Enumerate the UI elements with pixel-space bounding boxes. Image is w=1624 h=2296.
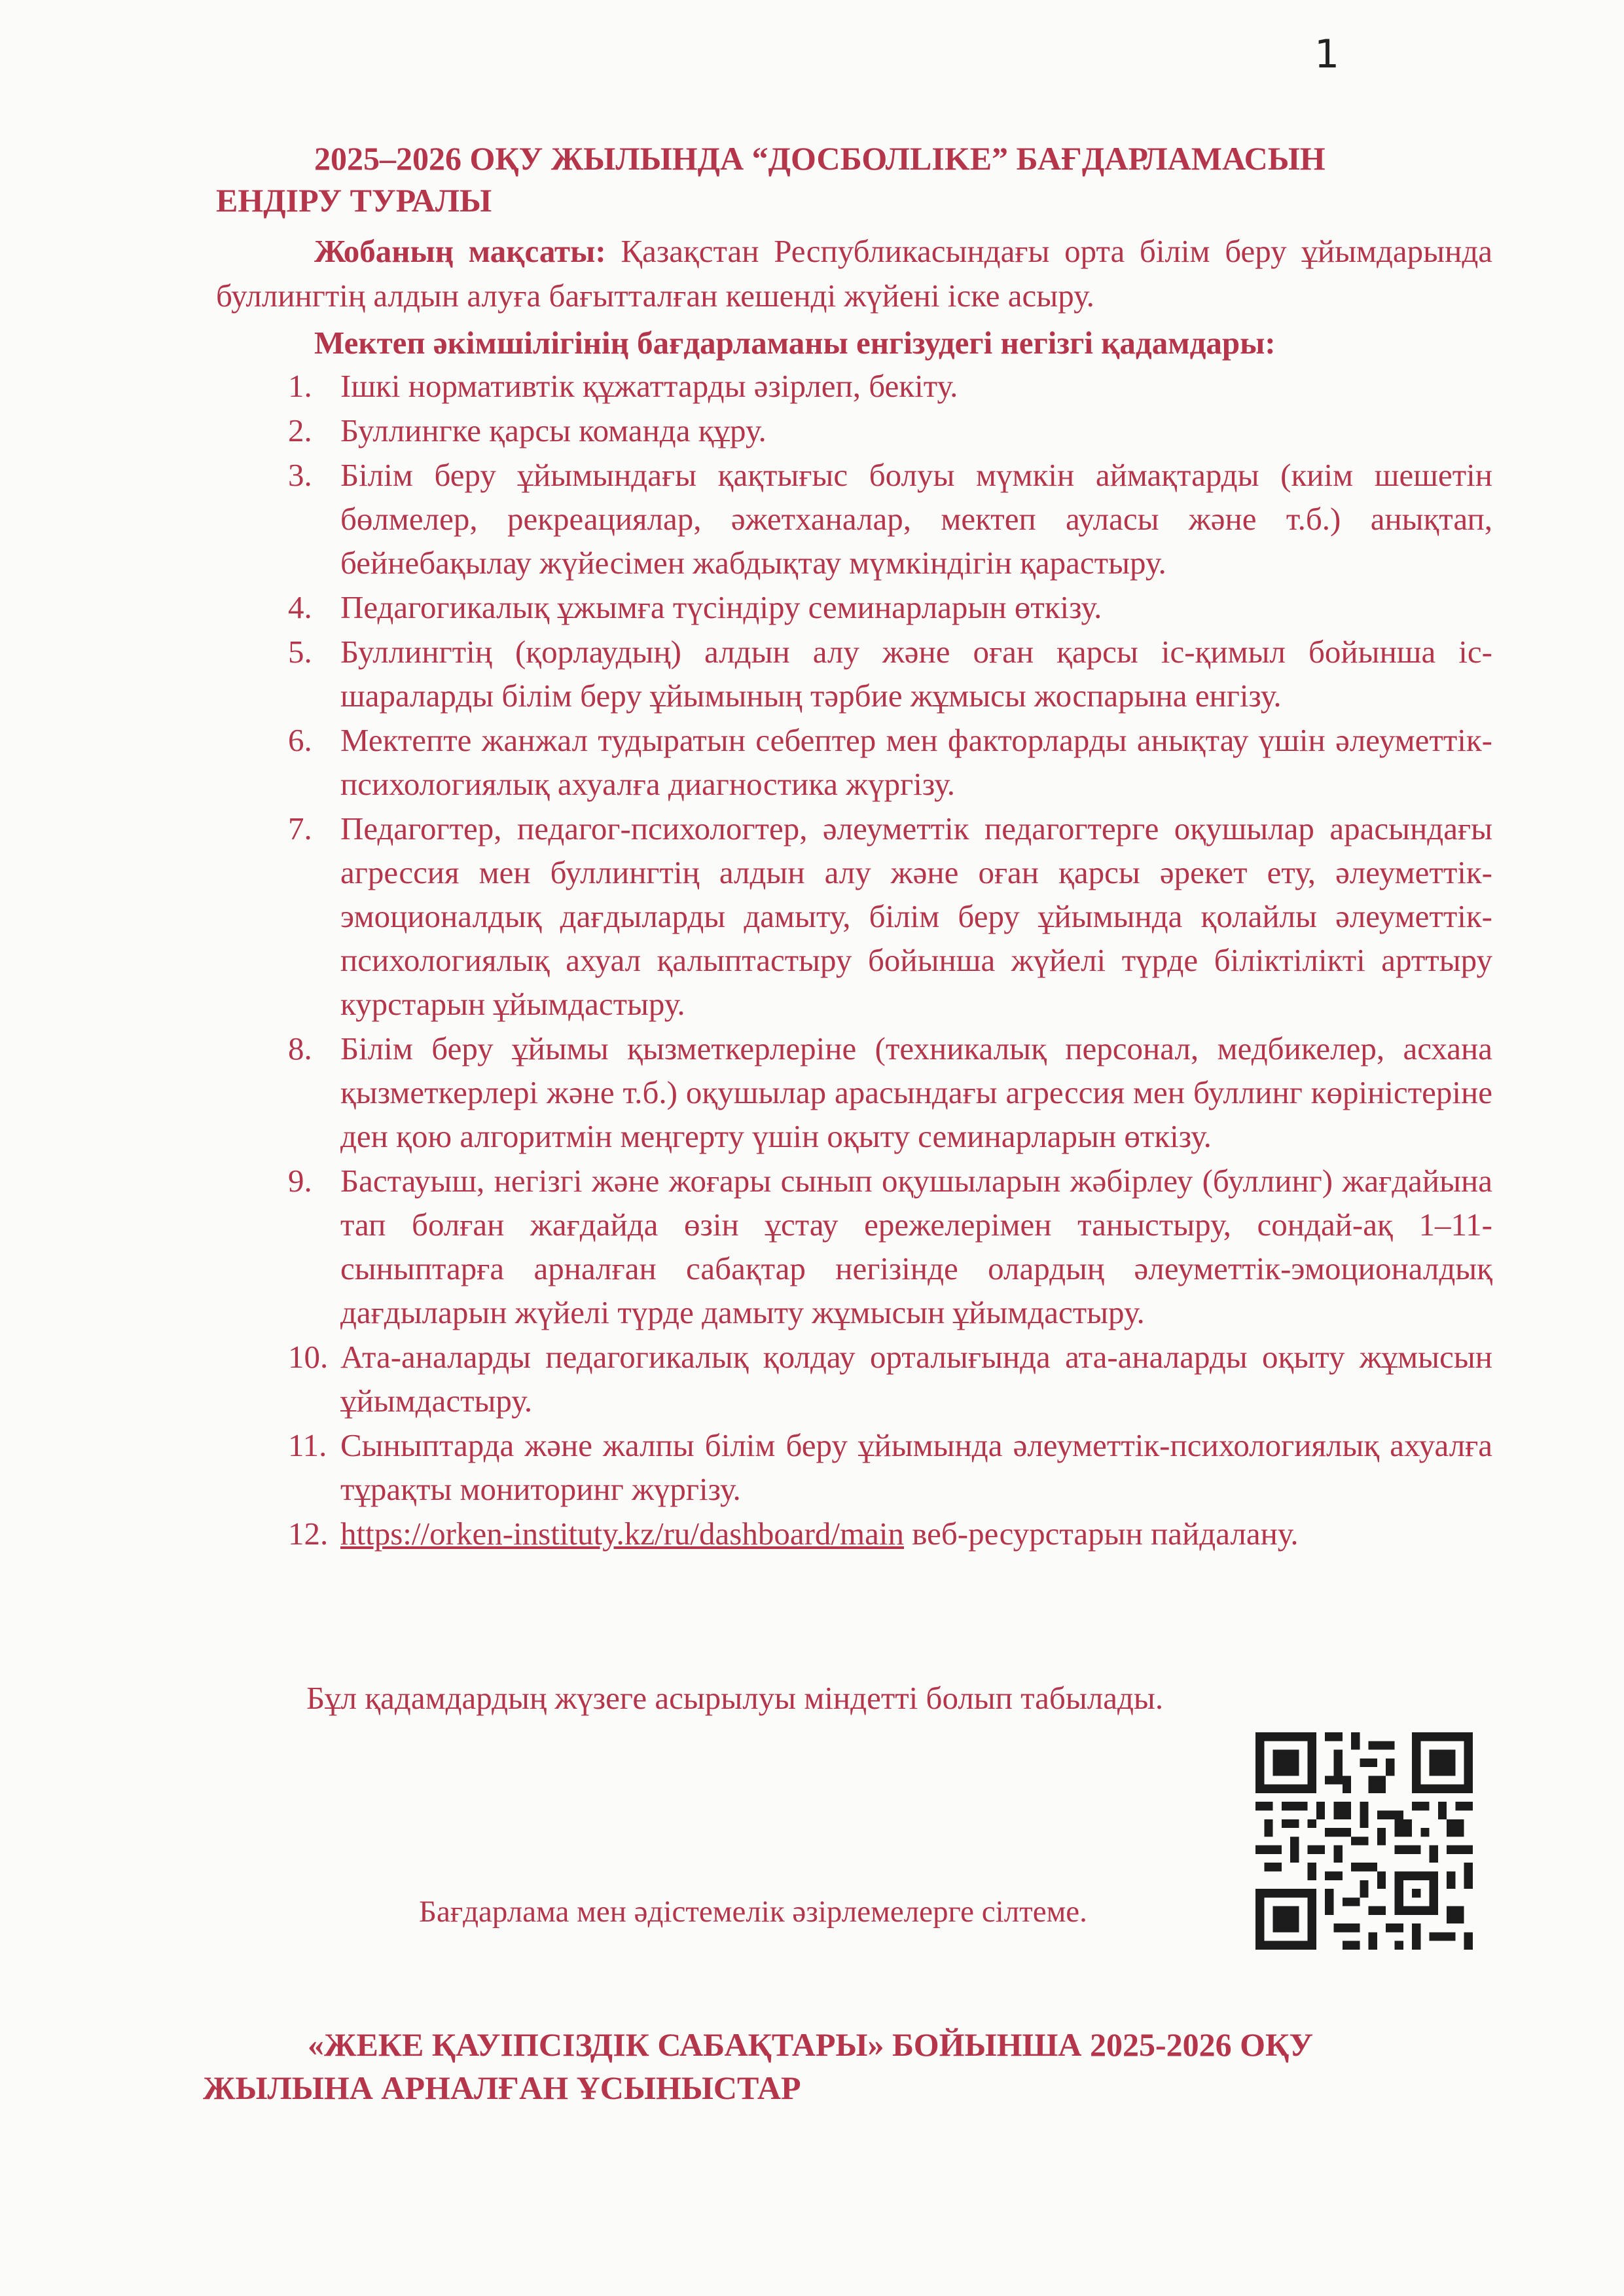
list-item: 4. Педагогикалық ұжымға түсіндіру семинарларын өткізу. [288, 589, 1102, 625]
steps-list [288, 364, 1492, 1556]
handwritten-page-number: 1 [1314, 31, 1340, 77]
list-item: 11. Сыныптарда және жалпы білім беру ұйымында әлеуметтік-психологиялық ахуалға тұрақты мониторинг жүргізу. [288, 1427, 1492, 1507]
list-item: 6. Мектепте жанжал тудыратын себептер мен факторларды анықтау үшін әлеуметтік-психологиялық ахуалға диагностика жүргізу. [288, 722, 1492, 802]
document-title [216, 137, 1492, 221]
project-goal [216, 229, 1492, 318]
list-item: 10. Ата-аналарды педагогикалық қолдау орталығында ата-аналарды оқыту жұмысын ұйымдастыру. [288, 1339, 1492, 1419]
goal-label: Жобаның мақсаты: [314, 233, 606, 269]
steps-heading: Мектеп әкімшілігінің бағдарламаны енгізудегі негізгі қадамдары: [314, 325, 1276, 361]
list-item: 1. Ішкі нормативтік құжаттарды әзірлеп, бекіту. [288, 368, 958, 404]
qr-code-icon[interactable] [1255, 1732, 1473, 1950]
closing-statement: Бұл қадамдардың жүзеге асырылуы міндетті болып табылады. [306, 1680, 1164, 1716]
list-item: 9. Бастауыш, негізгі және жоғары сынып оқушыларын жәбірлеу (буллинг) жағдайына тап болған жағдайда өзін ұстау ережелерімен таныстыру, сондай-ақ 1–11-сыныптарға арналған сабақтар негізінде олардың әлеуметтік-эмоционалдық дағдыларын жүйелі түрде дамыту жұмысын ұйымдастыру. [288, 1163, 1492, 1330]
title-line-1: 2025–2026 ОҚУ ЖЫЛЫНДА “ДОСБОЛLIKE” БАҒДАРЛАМАСЫН [314, 140, 1326, 177]
title2-line-2: ЖЫЛЫНА АРНАЛҒАН ҰСЫНЫСТАР [203, 2069, 801, 2106]
title-line-2: ЕНДІРУ ТУРАЛЫ [216, 182, 492, 219]
title2-line-1: «ЖЕКЕ ҚАУІПСІЗДІК САБАҚТАРЫ» БОЙЫНША 2025-2026 ОҚУ [308, 2026, 1314, 2063]
section-title-recommendations [203, 2023, 1492, 2109]
list-item: 5. Буллингтің (қорлаудың) алдын алу және оған қарсы іс-қимыл бойынша іс-шараларды білім беру ұйымының тәрбие жұмысы жоспарына енгізу. [288, 634, 1492, 714]
qr-caption: Бағдарлама мен әдістемелік әзірлемелерге сілтеме. [419, 1895, 1087, 1929]
list-item: 7. Педагогтер, педагог-психологтер, әлеуметтік педагогтерге оқушылар арасындағы агрессия мен буллингтің алдын алу және оған қарсы әрекет ету, әлеуметтік-эмоционалдық дағдыларды дамыту, білім беру ұйымында қолайлы әлеуметтік-психологиялық ахуал қалыптастыру бойынша жүйелі түрде біліктілікті арттыру курстарын ұйымдастыру. [288, 811, 1492, 1022]
list-item: 12. https://orken-instituty.kz/ru/dashboard/main веб-ресурстарын пайдалану. [288, 1516, 1299, 1552]
list-item: 8. Білім беру ұйымы қызметкерлеріне (техникалық персонал, медбикелер, асхана қызметкерлері және т.б.) оқушылар арасындағы агрессия мен буллинг көріністеріне ден қою алгоритмін меңгерту үшін оқыту семинарларын өткізу. [288, 1030, 1492, 1154]
dashboard-link[interactable]: https://orken-instituty.kz/ru/dashboard/main [340, 1516, 904, 1552]
goal-text: Қазақстан Республикасындағы орта білім беру ұйымдарында буллингтің алдын алуға бағытталған кешенді жүйені іске асыру. [216, 233, 1492, 314]
list-item: 2. Буллингке қарсы команда құру. [288, 412, 767, 448]
list-item: 3. Білім беру ұйымындағы қақтығыс болуы мүмкін аймақтарды (киім шешетін бөлмелер, рекреациялар, әжетханалар, мектеп ауласы және т.б.) анықтап, бейнебақылау жүйесімен жабдықтау мүмкіндігін қарастыру. [288, 457, 1492, 581]
